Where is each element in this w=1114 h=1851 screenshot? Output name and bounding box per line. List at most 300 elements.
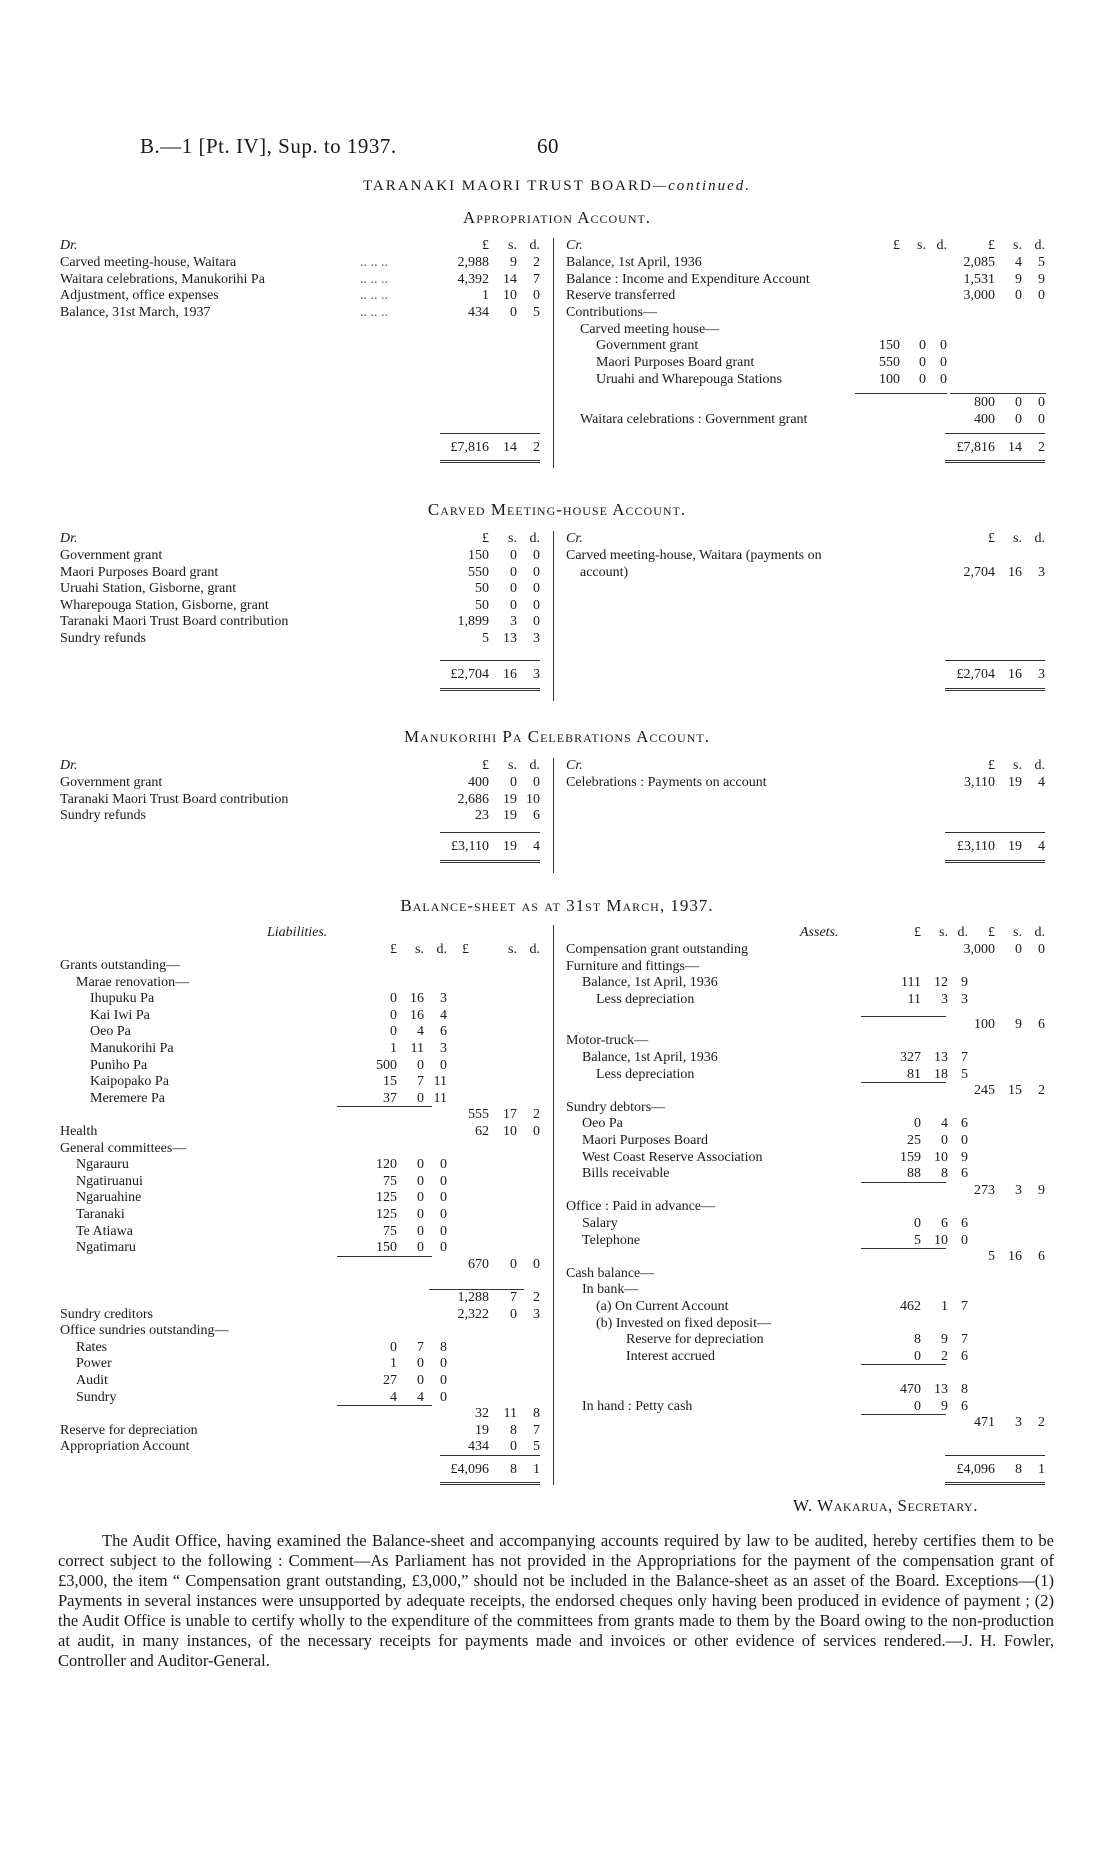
liab-pence-header: d. (529, 942, 540, 957)
asset-inner-amount-pence: 5 (961, 1066, 968, 1082)
liab-pound-header: £ (462, 942, 469, 957)
asset-inner-amount-pence: 7 (961, 1332, 968, 1348)
report-reference: B.—1 [Pt. IV], Sup. to 1937. (140, 134, 397, 158)
asset-inner-amount-pounds: 8 (914, 1332, 921, 1348)
credit-amount-pence: 0 (1038, 412, 1045, 427)
double-rule-dr (440, 860, 540, 863)
asset-label: (a) On Current Account (596, 1298, 729, 1314)
asset-amount-shillings: 16 (1008, 1249, 1022, 1265)
leader-dots: .. .. .. (360, 271, 388, 287)
debit-amount-pounds: 50 (475, 581, 489, 597)
asset-label: West Coast Reserve Association (582, 1149, 763, 1165)
liability-inner-amount-pounds: 150 (376, 1240, 397, 1256)
liability-label: Ngatiruanui (76, 1173, 143, 1189)
secretary-signature: W. Wakarua, Secretary. (793, 1496, 978, 1515)
debit-amount-pounds: 4,392 (457, 271, 489, 287)
asset-inner-amount-pounds: 25 (907, 1132, 921, 1148)
asset-label: Salary (582, 1215, 618, 1231)
asset-inner-pound-header: £ (914, 925, 921, 940)
debit-label: Sundry refunds (60, 808, 146, 824)
asset-label: Furniture and fittings— (566, 958, 699, 974)
liability-inner-amount-shillings: 7 (417, 1339, 424, 1355)
total-rule-dr (440, 433, 540, 434)
debit-amount-shillings: 3 (510, 614, 517, 630)
liability-amount-pounds: 62 (475, 1124, 489, 1139)
asset-inner-amount-pence: 8 (961, 1381, 968, 1397)
manukorihi-title: Manukorihi Pa Celebrations Account. (404, 727, 710, 746)
liability-inner-amount-shillings: 0 (417, 1157, 424, 1173)
liability-inner-amount-pounds: 75 (383, 1223, 397, 1239)
pound-header: £ (482, 238, 489, 253)
asset-inner-amount-pence: 6 (961, 1166, 968, 1182)
liability-inner-amount-pence: 0 (440, 1207, 447, 1222)
liability-label: Health (60, 1124, 98, 1139)
credit-label-line1: Carved meeting-house, Waitara (payments on (566, 548, 822, 563)
liability-inner-amount-shillings: 0 (417, 1057, 424, 1073)
double-rule-cr (945, 688, 1045, 691)
debit-amount-shillings: 10 (503, 288, 517, 304)
credit-label-line2: account) (580, 565, 629, 580)
credit-amount-shillings: 0 (1015, 412, 1022, 427)
liability-label: Puniho Pa (90, 1057, 148, 1073)
double-rule-cr (945, 460, 1045, 463)
asset-inner-amount-shillings: 0 (941, 1132, 948, 1148)
debit-amount-pounds: 50 (475, 597, 489, 613)
asset-label: In bank— (582, 1282, 639, 1298)
asset-label: Sundry debtors— (566, 1099, 666, 1115)
total-dr-shillings: 16 (503, 667, 517, 682)
asset-label: Office : Paid in advance— (566, 1199, 716, 1215)
total-rule-cr (945, 660, 1045, 661)
liability-label: Marae renovation— (76, 974, 190, 990)
liability-subtotal-rule (337, 1256, 432, 1257)
liability-inner-amount-shillings: 0 (417, 1223, 424, 1239)
total-dr-shillings: 19 (503, 839, 517, 854)
asset-inner-amount-shillings: 2 (941, 1348, 948, 1364)
liability-inner-amount-shillings: 0 (417, 1240, 424, 1256)
debit-amount-shillings: 0 (510, 775, 517, 790)
asset-amount-pounds: 3,000 (963, 942, 995, 957)
asset-inner-amount-shillings: 10 (934, 1149, 948, 1165)
liability-inner-amount-pence: 0 (440, 1356, 447, 1372)
credit-amount-shillings: 9 (1015, 272, 1022, 287)
column-divider (553, 238, 554, 468)
shilling-header: s. (508, 238, 517, 253)
asset-inner-shilling-header: s. (939, 925, 948, 940)
outer-pound-header: £ (988, 531, 995, 546)
asset-inner-amount-pounds: 470 (900, 1381, 921, 1397)
liab-inner-shilling-header: s. (415, 942, 424, 957)
asset-amount-shillings: 0 (1015, 942, 1022, 957)
total-rule-dr (440, 660, 540, 661)
liability-inner-amount-pence: 0 (440, 1157, 447, 1173)
liability-inner-amount-pence: 0 (440, 1223, 447, 1239)
asset-inner-amount-pence: 3 (961, 991, 968, 1007)
board-name: TARANAKI MAORI TRUST BOARD (362, 178, 653, 194)
liability-amount-shillings: 0 (510, 1256, 517, 1272)
credit-amount-shillings: 16 (1008, 565, 1022, 580)
liability-label: Ngarauru (76, 1157, 129, 1173)
asset-amount-shillings: 9 (1015, 1016, 1022, 1032)
debit-amount-shillings: 0 (510, 564, 517, 580)
debit-amount-shillings: 19 (503, 808, 517, 824)
liability-inner-amount-pounds: 125 (376, 1207, 397, 1222)
credit-inner-amount-pounds: 100 (879, 372, 900, 387)
liability-amount-shillings: 0 (510, 1306, 517, 1322)
liability-amount-shillings: 8 (510, 1422, 517, 1438)
liability-inner-amount-shillings: 0 (417, 1190, 424, 1206)
double-rule-dr (440, 460, 540, 463)
liability-inner-amount-shillings: 4 (417, 1024, 424, 1040)
total-cr-pence: 3 (1038, 667, 1045, 682)
liability-inner-amount-pence: 0 (440, 1057, 447, 1073)
asset-subtotal-rule (861, 1082, 946, 1083)
debit-amount-pence: 0 (533, 775, 540, 790)
asset-amount-pence: 2 (1038, 1083, 1045, 1099)
asset-inner-amount-pounds: 11 (907, 991, 921, 1007)
credit-label: Balance, 1st April, 1936 (566, 255, 702, 270)
credit-amount-shillings: 19 (1008, 775, 1022, 790)
liability-label: Te Atiawa (76, 1223, 133, 1239)
liability-label: Taranaki (76, 1207, 125, 1222)
debit-label: Maori Purposes Board grant (60, 564, 219, 580)
credit-amount-pence: 0 (1038, 288, 1045, 303)
outer-shilling-header: s. (1013, 758, 1022, 773)
credit-inner-amount-pence: 0 (940, 338, 947, 353)
debit-label: Sundry refunds (60, 631, 146, 646)
credit-amount-pounds: 1,531 (963, 272, 995, 287)
credit-inner-amount-pence: 0 (940, 355, 947, 370)
asset-inner-amount-pence: 9 (961, 975, 968, 991)
asset-label: Less depreciation (596, 991, 695, 1007)
debit-label: Government grant (60, 775, 163, 790)
outer-pence-header: d. (1034, 238, 1045, 253)
debit-amount-shillings: 9 (510, 255, 517, 270)
liability-inner-amount-shillings: 4 (417, 1389, 424, 1405)
asset-inner-amount-pence: 6 (961, 1348, 968, 1364)
liability-inner-amount-pence: 0 (440, 1190, 447, 1206)
asset-inner-amount-pence: 0 (961, 1232, 968, 1248)
debit-amount-pence: 10 (526, 791, 540, 807)
liability-amount-shillings: 11 (503, 1406, 517, 1422)
cr-label: Cr. (566, 238, 583, 253)
asset-label: Cash balance— (566, 1265, 655, 1281)
debit-amount-pence: 0 (533, 288, 540, 304)
debit-label: Waitara celebrations, Manukorihi Pa (60, 271, 265, 287)
pence-header: d. (529, 758, 540, 773)
credit-label: Waitara celebrations : Government grant (580, 412, 808, 427)
total-rule-liab (440, 1455, 540, 1456)
double-rule-dr (440, 688, 540, 691)
asset-label: Interest accrued (626, 1348, 715, 1364)
credit-amount-shillings: 0 (1015, 288, 1022, 303)
liability-inner-amount-pence: 0 (440, 1373, 447, 1388)
credit-label: Maori Purposes Board grant (596, 355, 755, 370)
liability-inner-amount-shillings: 0 (417, 1373, 424, 1388)
liability-inner-amount-pounds: 37 (383, 1090, 397, 1106)
debit-amount-pounds: 150 (468, 548, 489, 563)
liability-amount-shillings: 10 (503, 1124, 517, 1139)
credit-inner-amount-pounds: 150 (879, 338, 900, 353)
total-cr-pence: 4 (1038, 839, 1045, 854)
asset-label: Compensation grant outstanding (566, 942, 748, 957)
total-rule-cr (945, 433, 1045, 434)
credit-label: Government grant (596, 338, 699, 353)
liability-amount-pence: 5 (533, 1439, 540, 1455)
liability-inner-amount-shillings: 0 (417, 1173, 424, 1189)
liability-inner-amount-shillings: 0 (417, 1207, 424, 1222)
asset-inner-amount-pounds: 159 (900, 1149, 921, 1165)
total-dr-pounds: £3,110 (451, 839, 489, 854)
asset-label: Reserve for depreciation (626, 1332, 764, 1348)
total-rule-dr (440, 832, 540, 833)
total-cr-pounds: £3,110 (957, 839, 995, 854)
liability-amount-pence: 0 (533, 1256, 540, 1272)
total-dr-pence: 2 (533, 440, 540, 455)
total-rule-cr (945, 832, 1045, 833)
debit-label: Adjustment, office expenses (60, 288, 219, 304)
credit-amount-pence: 5 (1038, 255, 1045, 270)
asset-amount-pounds: 5 (988, 1249, 995, 1265)
total-liabilities-pence: 1 (533, 1462, 540, 1477)
liability-amount-pence: 3 (533, 1306, 540, 1322)
credit-amount-pence: 0 (1038, 395, 1045, 410)
cr-label: Cr. (566, 531, 583, 546)
asset-amount-pence: 2 (1038, 1415, 1045, 1431)
audit-certificate (58, 1531, 1054, 1671)
total-rule-assets (945, 1455, 1045, 1456)
credit-label: Balance : Income and Expenditure Account (566, 272, 810, 287)
pound-header: £ (482, 531, 489, 546)
double-rule-assets (945, 1482, 1045, 1485)
asset-amount-shillings: 3 (1015, 1415, 1022, 1431)
liability-inner-amount-pounds: 500 (376, 1057, 397, 1073)
asset-inner-amount-pounds: 0 (914, 1215, 921, 1231)
credit-amount-pounds: 2,704 (963, 565, 995, 580)
asset-label: Bills receivable (582, 1166, 670, 1182)
debit-amount-pounds: 2,988 (457, 255, 489, 270)
double-rule-cr (945, 860, 1045, 863)
credit-label: Uruahi and Wharepouga Stations (596, 372, 782, 387)
credit-inner-amount-shillings: 0 (919, 372, 926, 387)
asset-inner-amount-pence: 6 (961, 1398, 968, 1414)
total-dr-shillings: 14 (503, 440, 517, 455)
asset-subtotal-rule (861, 1016, 946, 1017)
debit-label: Taranaki Maori Trust Board contribution (60, 791, 289, 807)
liability-amount-pounds: 19 (475, 1422, 489, 1438)
liability-label: Reserve for depreciation (60, 1422, 198, 1438)
debit-amount-pounds: 2,686 (457, 791, 489, 807)
asset-subtotal-rule (861, 1248, 946, 1249)
pence-header: d. (529, 238, 540, 253)
debit-amount-pence: 0 (533, 581, 540, 597)
liability-inner-amount-shillings: 7 (417, 1074, 424, 1090)
liability-inner-amount-pence: 6 (440, 1024, 447, 1040)
liability-inner-amount-shillings: 0 (417, 1090, 424, 1106)
credit-amount-pounds: 400 (974, 412, 995, 427)
asset-amount-pence: 6 (1038, 1249, 1045, 1265)
asset-inner-amount-shillings: 4 (941, 1116, 948, 1132)
liability-inner-amount-pounds: 75 (383, 1173, 397, 1189)
total-cr-shillings: 14 (1008, 440, 1022, 455)
liability-subtotal-rule (429, 1289, 524, 1290)
asset-amount-shillings: 3 (1015, 1182, 1022, 1198)
total-assets-shillings: 8 (1015, 1462, 1022, 1477)
liability-label: Sundry (76, 1389, 117, 1405)
debit-amount-pence: 0 (533, 614, 540, 630)
credit-amount-pounds: 2,085 (963, 255, 995, 270)
subtotal-rule (855, 393, 947, 394)
debit-amount-pence: 6 (533, 808, 540, 824)
debit-label: Government grant (60, 548, 163, 563)
asset-inner-amount-pence: 6 (961, 1215, 968, 1231)
asset-label: (b) Invested on fixed deposit— (596, 1315, 771, 1331)
asset-subtotal-rule (861, 1182, 946, 1183)
dr-label: Dr. (60, 758, 78, 773)
cr-label: Cr. (566, 758, 583, 773)
total-dr-pounds: £2,704 (450, 667, 489, 682)
liability-label: Kaipopako Pa (90, 1074, 169, 1090)
liability-amount-shillings: 17 (503, 1107, 517, 1123)
debit-amount-pounds: 434 (468, 304, 489, 320)
credit-amount-shillings: 4 (1015, 255, 1022, 270)
debit-amount-shillings: 0 (510, 597, 517, 613)
asset-label: Balance, 1st April, 1936 (582, 975, 718, 991)
liability-inner-amount-pence: 4 (440, 1007, 447, 1023)
liability-amount-pounds: 1,288 (457, 1290, 489, 1305)
liability-inner-amount-pounds: 15 (383, 1074, 397, 1090)
liability-inner-amount-pence: 3 (440, 991, 447, 1007)
debit-label: Uruahi Station, Gisborne, grant (60, 581, 237, 597)
liability-inner-amount-shillings: 11 (410, 1041, 424, 1056)
outer-pence-header: d. (1034, 758, 1045, 773)
credit-inner-amount-shillings: 0 (919, 338, 926, 353)
liability-amount-pounds: 434 (468, 1439, 489, 1455)
credit-inner-amount-pence: 0 (940, 372, 947, 387)
asset-pound-header: £ (988, 925, 995, 940)
debit-amount-pence: 2 (533, 255, 540, 270)
debit-amount-shillings: 13 (503, 631, 517, 646)
asset-amount-shillings: 15 (1008, 1083, 1022, 1099)
liability-label: Grants outstanding— (60, 958, 181, 973)
debit-amount-pence: 7 (533, 271, 540, 287)
liability-inner-amount-shillings: 16 (410, 1007, 424, 1023)
liability-inner-amount-pounds: 0 (390, 991, 397, 1007)
debit-amount-shillings: 14 (503, 271, 517, 287)
pound-header: £ (482, 758, 489, 773)
debit-amount-pounds: 23 (475, 808, 489, 824)
liability-label: Sundry creditors (60, 1306, 153, 1322)
asset-inner-amount-shillings: 9 (941, 1398, 948, 1414)
credit-amount-pence: 4 (1038, 775, 1045, 790)
asset-amount-pounds: 245 (974, 1083, 995, 1099)
asset-amount-pounds: 100 (974, 1016, 995, 1032)
debit-amount-pence: 0 (533, 597, 540, 613)
asset-inner-amount-shillings: 18 (934, 1066, 948, 1082)
credit-inner-amount-shillings: 0 (919, 355, 926, 370)
shilling-header: s. (508, 531, 517, 546)
asset-shilling-header: s. (1013, 925, 1022, 940)
debit-amount-shillings: 0 (510, 581, 517, 597)
inner-pound-header: £ (893, 238, 900, 253)
asset-inner-amount-pounds: 81 (907, 1066, 921, 1082)
asset-amount-pence: 6 (1038, 1016, 1045, 1032)
asset-inner-amount-pounds: 88 (907, 1166, 921, 1182)
total-cr-shillings: 16 (1008, 667, 1022, 682)
outer-shilling-header: s. (1013, 531, 1022, 546)
asset-subtotal-rule (861, 1364, 946, 1365)
liability-amount-pounds: 555 (468, 1107, 489, 1123)
liability-inner-amount-pence: 0 (440, 1173, 447, 1189)
asset-inner-amount-shillings: 13 (934, 1049, 948, 1065)
asset-inner-amount-shillings: 12 (934, 975, 948, 991)
pence-header: d. (529, 531, 540, 546)
liability-subtotal-rule (337, 1106, 432, 1107)
asset-inner-amount-shillings: 10 (934, 1232, 948, 1248)
credit-amount-pounds: 800 (974, 395, 995, 410)
asset-label: Oeo Pa (582, 1116, 623, 1132)
outer-shilling-header: s. (1013, 238, 1022, 253)
debit-amount-shillings: 19 (503, 791, 517, 807)
liability-inner-amount-pounds: 27 (383, 1373, 397, 1388)
asset-label: Motor-truck— (566, 1033, 649, 1049)
outer-pound-header: £ (988, 758, 995, 773)
asset-amount-pounds: 273 (974, 1182, 995, 1198)
total-dr-pence: 4 (533, 839, 540, 854)
asset-inner-amount-shillings: 9 (941, 1332, 948, 1348)
asset-inner-amount-pounds: 0 (914, 1398, 921, 1414)
total-dr-pence: 3 (533, 667, 540, 682)
asset-inner-amount-pence: 7 (961, 1298, 968, 1314)
debit-amount-shillings: 0 (510, 304, 517, 320)
debit-label: Taranaki Maori Trust Board contribution (60, 614, 289, 630)
dr-label: Dr. (60, 531, 78, 546)
asset-inner-amount-pence: 9 (961, 1149, 968, 1165)
liability-inner-amount-pounds: 0 (390, 1339, 397, 1355)
liability-label: Audit (76, 1373, 108, 1388)
board-title (0, 178, 1114, 195)
liability-amount-shillings: 0 (510, 1439, 517, 1455)
asset-inner-pence-header: d. (957, 925, 968, 940)
debit-amount-pounds: 1,899 (457, 614, 489, 630)
asset-label: Balance, 1st April, 1936 (582, 1049, 718, 1065)
liability-amount-pence: 7 (533, 1422, 540, 1438)
liability-inner-amount-pounds: 4 (390, 1389, 397, 1405)
liab-shilling-header: s. (508, 942, 517, 957)
asset-inner-amount-pounds: 111 (901, 975, 921, 991)
outer-pound-header: £ (988, 238, 995, 253)
liability-label: General committees— (60, 1140, 187, 1156)
appropriation-title: Appropriation Account. (462, 208, 652, 227)
asset-pence-header: d. (1034, 925, 1045, 940)
asset-inner-amount-shillings: 6 (941, 1215, 948, 1231)
liability-inner-amount-pence: 0 (440, 1240, 447, 1256)
liability-inner-amount-pounds: 0 (390, 1024, 397, 1040)
debit-amount-pounds: 400 (468, 775, 489, 790)
debit-amount-pounds: 5 (482, 631, 489, 646)
liability-inner-amount-pence: 3 (440, 1041, 447, 1056)
liabilities-label: Liabilities. (267, 925, 328, 940)
double-rule-liab (440, 1482, 540, 1485)
carved-title: Carved Meeting-house Account. (427, 500, 687, 519)
asset-inner-amount-pounds: 0 (914, 1348, 921, 1364)
liability-inner-amount-pence: 11 (433, 1090, 447, 1106)
credit-amount-pence: 9 (1038, 272, 1045, 287)
liability-label: Ngatimaru (76, 1240, 136, 1256)
liability-label: Office sundries outstanding— (60, 1323, 229, 1339)
debit-amount-pence: 0 (533, 548, 540, 563)
asset-inner-amount-pence: 6 (961, 1116, 968, 1132)
